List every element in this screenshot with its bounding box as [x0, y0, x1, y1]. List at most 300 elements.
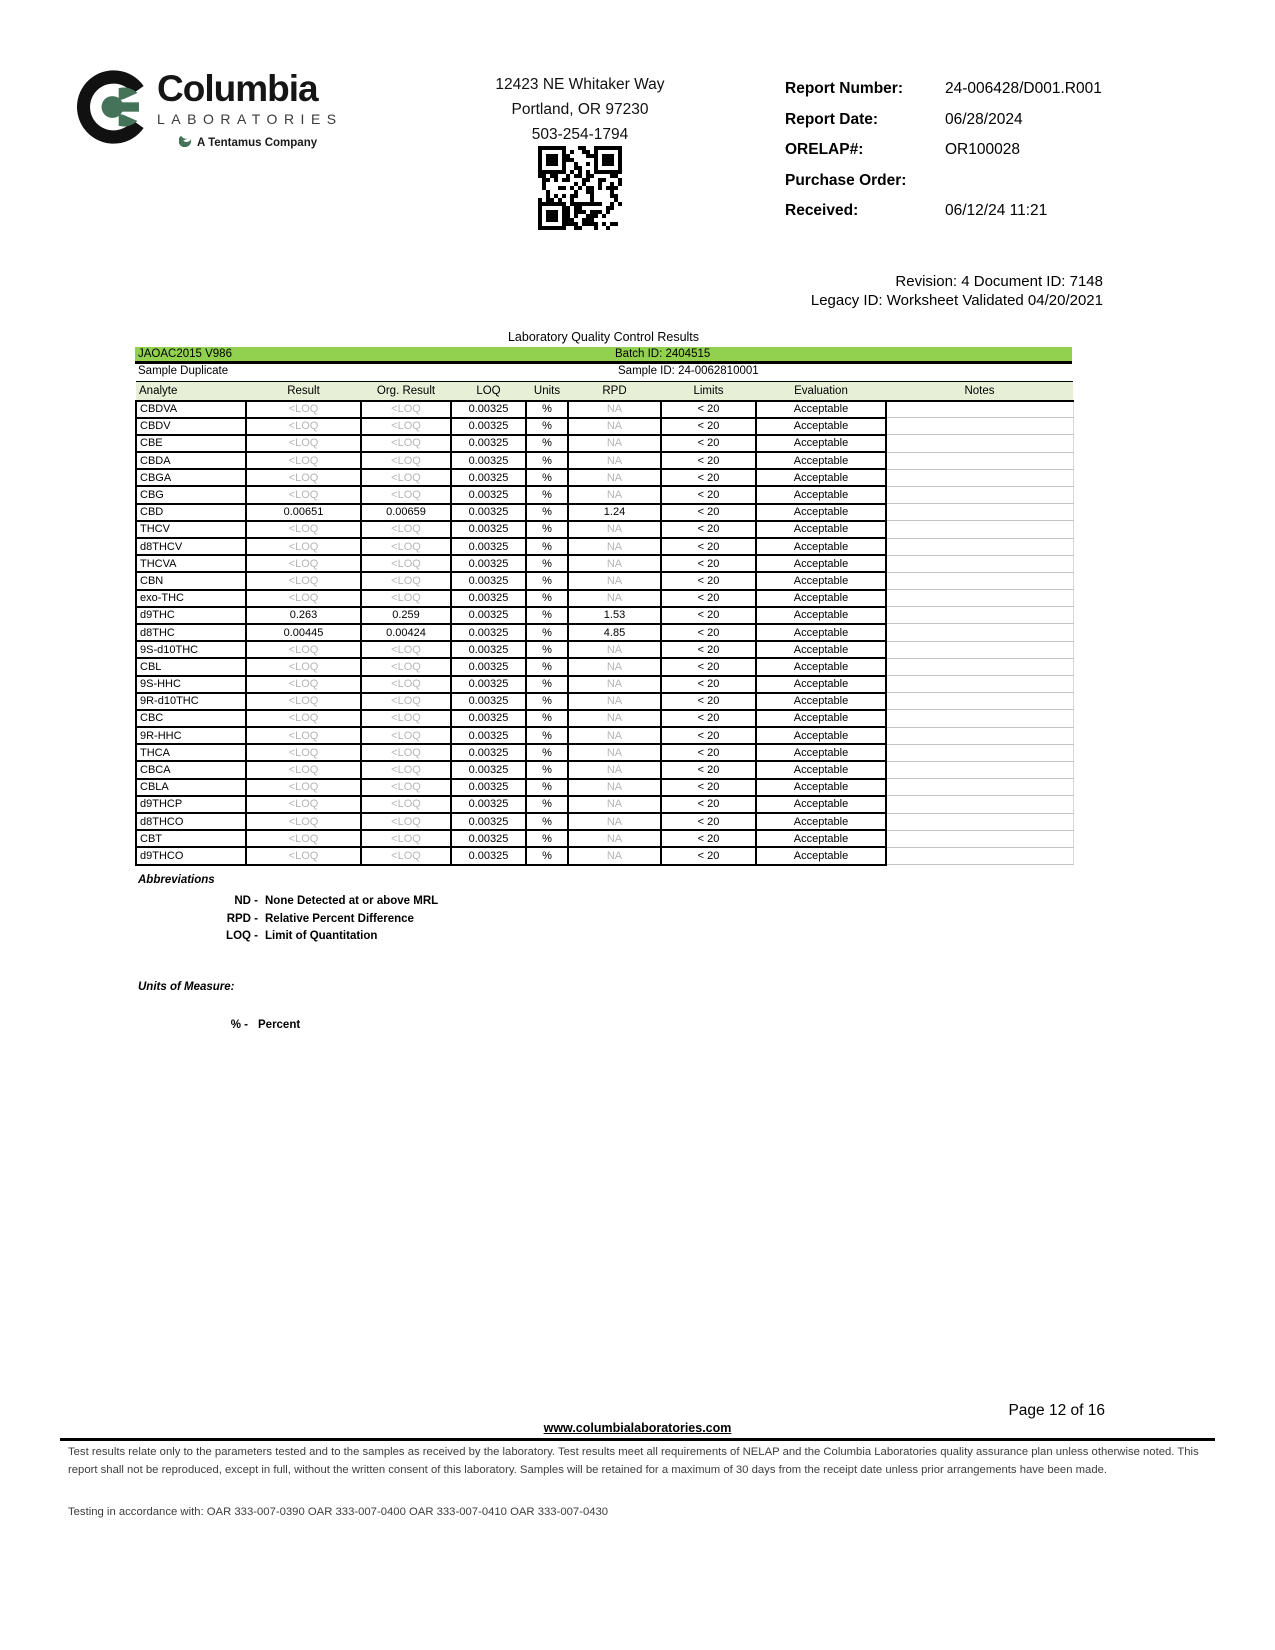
- qc-cell-eval: Acceptable: [756, 796, 886, 813]
- qc-cell-org: <LOQ: [361, 418, 451, 435]
- report-field: [785, 135, 1205, 166]
- qc-table-row: [136, 641, 1073, 658]
- revision-block: [811, 272, 1103, 310]
- qc-cell-result: <LOQ: [246, 521, 361, 538]
- qc-cell-loq: 0.00325: [451, 813, 526, 830]
- qc-cell-units: %: [526, 504, 568, 521]
- qc-cell-result: <LOQ: [246, 435, 361, 452]
- legacy-id-line: Legacy ID: Worksheet Validated 04/20/2021: [810, 292, 1103, 309]
- logo-wordmark: Columbia: [157, 68, 318, 109]
- qc-cell-analyte: CBDVA: [136, 401, 246, 418]
- qc-col-header: Notes: [886, 382, 1073, 401]
- qc-cell-rpd: 4.85: [568, 624, 661, 641]
- qc-cell-limits: < 20: [661, 658, 756, 675]
- qc-table-row: [136, 624, 1073, 641]
- address-line: 503-254-1794: [531, 126, 629, 143]
- qc-cell-analyte: d9THC: [136, 607, 246, 624]
- qc-cell-rpd: NA: [568, 452, 661, 469]
- qc-cell-units: %: [526, 486, 568, 503]
- abbreviation-key: RPD -: [226, 912, 258, 925]
- footer-testing-line: Testing in accordance with: OAR 333-007-0390 OAR 333-007-0400 OAR 333-007-0410 OAR 333-007-0430: [68, 1506, 609, 1518]
- qc-cell-notes: [886, 727, 1073, 744]
- report-field-value: 06/28/2024: [945, 110, 1023, 128]
- qc-cell-loq: 0.00325: [451, 469, 526, 486]
- qc-cell-analyte: 9R-HHC: [136, 727, 246, 744]
- sample-bar: [135, 364, 1072, 381]
- qc-cell-rpd: NA: [568, 744, 661, 761]
- qc-cell-loq: 0.00325: [451, 401, 526, 418]
- qc-cell-rpd: NA: [568, 830, 661, 847]
- qc-cell-eval: Acceptable: [756, 744, 886, 761]
- qc-cell-rpd: NA: [568, 418, 661, 435]
- abbreviation-definition: Limit of Quantitation: [265, 930, 378, 942]
- qc-cell-rpd: 1.53: [568, 607, 661, 624]
- report-fields: [785, 74, 1205, 227]
- qc-cell-loq: 0.00325: [451, 486, 526, 503]
- qc-table-row: [136, 830, 1073, 847]
- qc-cell-rpd: NA: [568, 521, 661, 538]
- qc-cell-result: <LOQ: [246, 796, 361, 813]
- qc-cell-analyte: CBD: [136, 504, 246, 521]
- qc-cell-analyte: THCV: [136, 521, 246, 538]
- qc-cell-notes: [886, 504, 1073, 521]
- qc-cell-limits: < 20: [661, 847, 756, 864]
- qc-cell-result: <LOQ: [246, 761, 361, 778]
- qc-cell-eval: Acceptable: [756, 830, 886, 847]
- qc-cell-limits: < 20: [661, 607, 756, 624]
- qc-cell-notes: [886, 555, 1073, 572]
- report-field-label: ORELAP#:: [785, 141, 864, 158]
- qr-code: [538, 146, 622, 230]
- qc-cell-eval: Acceptable: [756, 504, 886, 521]
- batch-bar: [135, 347, 1072, 364]
- qc-cell-loq: 0.00325: [451, 641, 526, 658]
- report-field-label: Report Date:: [785, 110, 879, 128]
- qc-table-title: Laboratory Quality Control Results: [507, 330, 700, 344]
- qc-cell-units: %: [526, 693, 568, 710]
- qc-header-row: [136, 382, 1073, 401]
- qc-cell-result: <LOQ: [246, 538, 361, 555]
- qc-cell-notes: [886, 401, 1073, 418]
- qc-cell-eval: Acceptable: [756, 710, 886, 727]
- address-line: 12423 NE Whitaker Way: [495, 76, 665, 93]
- address-line: Portland, OR 97230: [511, 101, 649, 118]
- unit-item: [138, 1019, 300, 1031]
- qc-cell-units: %: [526, 624, 568, 641]
- qc-cell-limits: < 20: [661, 676, 756, 693]
- qc-table-row: [136, 572, 1073, 589]
- batch-id: Batch ID: 2404515: [615, 348, 711, 360]
- qc-cell-notes: [886, 761, 1073, 778]
- qc-cell-limits: < 20: [661, 572, 756, 589]
- qc-cell-analyte: exo-THC: [136, 590, 246, 607]
- qc-cell-eval: Acceptable: [756, 779, 886, 796]
- qc-table-row: [136, 555, 1073, 572]
- qc-cell-eval: Acceptable: [756, 555, 886, 572]
- qc-cell-notes: [886, 469, 1073, 486]
- qc-cell-rpd: NA: [568, 469, 661, 486]
- qc-cell-result: 0.00445: [246, 624, 361, 641]
- qc-cell-units: %: [526, 572, 568, 589]
- qc-cell-rpd: NA: [568, 641, 661, 658]
- qc-cell-loq: 0.00325: [451, 710, 526, 727]
- abbreviations-title: Abbreviations: [138, 874, 215, 886]
- qc-cell-units: %: [526, 401, 568, 418]
- qc-cell-loq: 0.00325: [451, 744, 526, 761]
- qc-cell-notes: [886, 452, 1073, 469]
- qc-cell-result: <LOQ: [246, 710, 361, 727]
- qc-cell-result: 0.263: [246, 607, 361, 624]
- qc-cell-result: <LOQ: [246, 418, 361, 435]
- qc-cell-limits: < 20: [661, 452, 756, 469]
- qc-col-header: RPD: [568, 382, 661, 401]
- qc-cell-limits: < 20: [661, 727, 756, 744]
- abbreviations-section: [138, 874, 438, 946]
- qc-cell-eval: Acceptable: [756, 727, 886, 744]
- qc-cell-org: <LOQ: [361, 693, 451, 710]
- abbreviation-definition: Relative Percent Difference: [265, 912, 414, 925]
- qc-cell-limits: < 20: [661, 710, 756, 727]
- qc-cell-notes: [886, 590, 1073, 607]
- qc-cell-units: %: [526, 710, 568, 727]
- qc-cell-analyte: CBL: [136, 658, 246, 675]
- qc-col-header: Analyte: [136, 382, 246, 401]
- qc-cell-eval: Acceptable: [756, 469, 886, 486]
- qc-table-row: [136, 435, 1073, 452]
- qc-cell-eval: Acceptable: [756, 658, 886, 675]
- qc-cell-rpd: NA: [568, 761, 661, 778]
- qc-cell-analyte: CBC: [136, 710, 246, 727]
- qc-cell-limits: < 20: [661, 418, 756, 435]
- qc-cell-notes: [886, 830, 1073, 847]
- qc-cell-rpd: NA: [568, 486, 661, 503]
- qc-cell-org: <LOQ: [361, 744, 451, 761]
- qc-cell-rpd: NA: [568, 538, 661, 555]
- lab-address: [440, 72, 720, 147]
- page-number: Page 12 of 16: [1008, 1402, 1105, 1419]
- qc-cell-result: <LOQ: [246, 469, 361, 486]
- footer-divider: [60, 1438, 1215, 1441]
- qc-cell-units: %: [526, 796, 568, 813]
- qc-cell-result: <LOQ: [246, 572, 361, 589]
- qc-cell-units: %: [526, 761, 568, 778]
- qc-cell-notes: [886, 624, 1073, 641]
- qc-cell-org: 0.259: [361, 607, 451, 624]
- qc-cell-eval: Acceptable: [756, 452, 886, 469]
- qc-col-header: Limits: [661, 382, 756, 401]
- qc-cell-notes: [886, 418, 1073, 435]
- qc-cell-loq: 0.00325: [451, 779, 526, 796]
- tentamus-icon: [179, 133, 193, 152]
- qc-cell-analyte: 9S-HHC: [136, 676, 246, 693]
- qc-cell-units: %: [526, 555, 568, 572]
- qc-cell-limits: < 20: [661, 401, 756, 418]
- qc-cell-units: %: [526, 607, 568, 624]
- qc-table-row: [136, 590, 1073, 607]
- qc-cell-loq: 0.00325: [451, 435, 526, 452]
- abbreviation-item: [138, 893, 438, 911]
- qc-cell-org: <LOQ: [361, 435, 451, 452]
- qc-cell-eval: Acceptable: [756, 813, 886, 830]
- qc-cell-units: %: [526, 590, 568, 607]
- qc-cell-notes: [886, 779, 1073, 796]
- qc-cell-org: <LOQ: [361, 469, 451, 486]
- qc-cell-notes: [886, 796, 1073, 813]
- qc-cell-result: <LOQ: [246, 813, 361, 830]
- qc-cell-result: <LOQ: [246, 693, 361, 710]
- qc-table-row: [136, 813, 1073, 830]
- qc-cell-loq: 0.00325: [451, 538, 526, 555]
- qc-cell-analyte: d9THCP: [136, 796, 246, 813]
- qc-cell-units: %: [526, 418, 568, 435]
- qc-cell-limits: < 20: [661, 486, 756, 503]
- qc-cell-org: <LOQ: [361, 847, 451, 864]
- abbreviation-key: LOQ -: [226, 930, 258, 942]
- qc-cell-units: %: [526, 727, 568, 744]
- qc-cell-eval: Acceptable: [756, 693, 886, 710]
- qc-cell-result: <LOQ: [246, 452, 361, 469]
- qc-col-header: Evaluation: [756, 382, 886, 401]
- qc-cell-analyte: d8THCV: [136, 538, 246, 555]
- qc-cell-limits: < 20: [661, 761, 756, 778]
- columbia-logo-icon: [75, 66, 153, 148]
- qc-cell-limits: < 20: [661, 779, 756, 796]
- qc-cell-notes: [886, 676, 1073, 693]
- qc-cell-units: %: [526, 435, 568, 452]
- qc-cell-rpd: NA: [568, 590, 661, 607]
- qc-cell-analyte: CBCA: [136, 761, 246, 778]
- qc-cell-result: <LOQ: [246, 486, 361, 503]
- qc-cell-units: %: [526, 744, 568, 761]
- qc-cell-loq: 0.00325: [451, 761, 526, 778]
- qc-cell-loq: 0.00325: [451, 521, 526, 538]
- qc-cell-org: 0.00424: [361, 624, 451, 641]
- qc-cell-result: <LOQ: [246, 727, 361, 744]
- qc-col-header: Result: [246, 382, 361, 401]
- qc-cell-rpd: NA: [568, 435, 661, 452]
- report-field: [785, 196, 1205, 227]
- qc-cell-analyte: CBG: [136, 486, 246, 503]
- qc-cell-eval: Acceptable: [756, 641, 886, 658]
- qc-cell-notes: [886, 847, 1073, 864]
- qc-cell-analyte: CBT: [136, 830, 246, 847]
- qc-cell-org: <LOQ: [361, 452, 451, 469]
- qc-cell-notes: [886, 607, 1073, 624]
- report-field-label: Received:: [785, 202, 859, 219]
- qc-cell-eval: Acceptable: [756, 538, 886, 555]
- qc-table-row: [136, 847, 1073, 864]
- qc-cell-loq: 0.00325: [451, 676, 526, 693]
- qc-cell-units: %: [526, 452, 568, 469]
- qc-cell-loq: 0.00325: [451, 572, 526, 589]
- logo-subtitle: LABORATORIES: [157, 111, 343, 127]
- qc-table-row: [136, 452, 1073, 469]
- qc-table-row: [136, 779, 1073, 796]
- qc-cell-notes: [886, 435, 1073, 452]
- abbreviation-item: [138, 928, 438, 946]
- qc-cell-eval: Acceptable: [756, 624, 886, 641]
- qc-cell-limits: < 20: [661, 641, 756, 658]
- qc-table-row: [136, 469, 1073, 486]
- qc-cell-org: <LOQ: [361, 710, 451, 727]
- qc-cell-eval: Acceptable: [756, 847, 886, 864]
- qc-table-row: [136, 727, 1073, 744]
- qc-cell-loq: 0.00325: [451, 624, 526, 641]
- qc-cell-eval: Acceptable: [756, 435, 886, 452]
- qc-cell-result: 0.00651: [246, 504, 361, 521]
- qc-table-row: [136, 658, 1073, 675]
- qc-cell-analyte: THCA: [136, 744, 246, 761]
- abbreviation-item: [138, 911, 438, 929]
- qc-cell-rpd: NA: [568, 693, 661, 710]
- qc-cell-notes: [886, 572, 1073, 589]
- qc-cell-loq: 0.00325: [451, 607, 526, 624]
- qc-cell-notes: [886, 658, 1073, 675]
- qc-cell-limits: < 20: [661, 538, 756, 555]
- report-field-value: OR100028: [945, 141, 1020, 158]
- qc-results-section: [135, 327, 1072, 866]
- qc-table-row: [136, 538, 1073, 555]
- qc-cell-org: <LOQ: [361, 521, 451, 538]
- qc-cell-rpd: NA: [568, 847, 661, 864]
- qc-cell-analyte: 9S-d10THC: [136, 641, 246, 658]
- qc-cell-rpd: NA: [568, 676, 661, 693]
- qc-cell-org: <LOQ: [361, 813, 451, 830]
- qc-table-row: [136, 710, 1073, 727]
- qc-cell-notes: [886, 521, 1073, 538]
- qc-results-table: [135, 381, 1074, 866]
- qc-cell-org: <LOQ: [361, 590, 451, 607]
- qc-cell-org: <LOQ: [361, 676, 451, 693]
- sample-type: Sample Duplicate: [138, 365, 229, 377]
- qc-cell-loq: 0.00325: [451, 452, 526, 469]
- qc-cell-result: <LOQ: [246, 401, 361, 418]
- qc-cell-org: <LOQ: [361, 641, 451, 658]
- qc-cell-analyte: CBGA: [136, 469, 246, 486]
- abbreviation-definition: None Detected at or above MRL: [265, 895, 439, 907]
- qc-cell-units: %: [526, 847, 568, 864]
- qc-cell-org: <LOQ: [361, 572, 451, 589]
- qc-cell-loq: 0.00325: [451, 830, 526, 847]
- qc-cell-loq: 0.00325: [451, 727, 526, 744]
- qc-cell-rpd: NA: [568, 572, 661, 589]
- qc-cell-rpd: NA: [568, 727, 661, 744]
- qc-cell-rpd: NA: [568, 710, 661, 727]
- qc-cell-limits: < 20: [661, 469, 756, 486]
- qc-cell-units: %: [526, 813, 568, 830]
- qc-cell-loq: 0.00325: [451, 555, 526, 572]
- footer-disclaimer: Test results relate only to the parameters tested and to the samples as received by the laboratory. Test results meet all requirements of NELAP and the Columbia Laboratories quality assurance plan unless otherwise noted. This report shall not be reproduced, except in full, without the written consent of this laboratory. Samples will be retained for a maximum of 30 days from the receipt date unless prior arrangements have been made.: [68, 1446, 1199, 1476]
- qc-cell-analyte: THCVA: [136, 555, 246, 572]
- report-field-label: Purchase Order:: [785, 171, 907, 189]
- report-field-value: 24-006428/D001.R001: [945, 80, 1102, 97]
- qc-cell-result: <LOQ: [246, 590, 361, 607]
- qc-cell-result: <LOQ: [246, 779, 361, 796]
- qc-cell-limits: < 20: [661, 435, 756, 452]
- qc-cell-analyte: d8THCO: [136, 813, 246, 830]
- qc-cell-rpd: NA: [568, 796, 661, 813]
- qc-cell-limits: < 20: [661, 624, 756, 641]
- qc-table-row: [136, 796, 1073, 813]
- columbia-logo: [75, 66, 355, 152]
- qc-cell-limits: < 20: [661, 796, 756, 813]
- qc-table-row: [136, 761, 1073, 778]
- qc-cell-rpd: 1.24: [568, 504, 661, 521]
- qc-cell-result: <LOQ: [246, 555, 361, 572]
- qc-cell-analyte: 9R-d10THC: [136, 693, 246, 710]
- qc-cell-limits: < 20: [661, 521, 756, 538]
- qc-cell-result: <LOQ: [246, 830, 361, 847]
- qc-table-row: [136, 504, 1073, 521]
- qc-cell-limits: < 20: [661, 830, 756, 847]
- qc-table-row: [136, 418, 1073, 435]
- qc-cell-rpd: NA: [568, 658, 661, 675]
- qc-cell-eval: Acceptable: [756, 521, 886, 538]
- qc-cell-org: 0.00659: [361, 504, 451, 521]
- qc-col-header: Units: [526, 382, 568, 401]
- qc-cell-units: %: [526, 538, 568, 555]
- qc-cell-loq: 0.00325: [451, 796, 526, 813]
- qc-cell-analyte: CBE: [136, 435, 246, 452]
- qc-cell-eval: Acceptable: [756, 676, 886, 693]
- qc-cell-org: <LOQ: [361, 830, 451, 847]
- qc-cell-notes: [886, 486, 1073, 503]
- abbreviation-key: ND -: [234, 895, 258, 907]
- unit-definition: Percent: [258, 1019, 301, 1031]
- qc-cell-org: <LOQ: [361, 538, 451, 555]
- qc-cell-limits: < 20: [661, 693, 756, 710]
- revision-line: Revision: 4 Document ID: 7148: [895, 273, 1103, 290]
- qc-cell-result: <LOQ: [246, 847, 361, 864]
- qc-cell-analyte: CBDA: [136, 452, 246, 469]
- qc-cell-org: <LOQ: [361, 727, 451, 744]
- logo-tagline: A Tentamus Company: [197, 136, 318, 149]
- qc-cell-org: <LOQ: [361, 555, 451, 572]
- qc-cell-analyte: d9THCO: [136, 847, 246, 864]
- qc-cell-result: <LOQ: [246, 744, 361, 761]
- qc-cell-units: %: [526, 779, 568, 796]
- qc-cell-org: <LOQ: [361, 796, 451, 813]
- report-field-value: 06/12/24 11:21: [945, 202, 1048, 219]
- qc-cell-loq: 0.00325: [451, 847, 526, 864]
- qc-cell-org: <LOQ: [361, 779, 451, 796]
- qc-cell-notes: [886, 744, 1073, 761]
- qc-col-header: Org. Result: [361, 382, 451, 401]
- qc-cell-result: <LOQ: [246, 676, 361, 693]
- qc-cell-notes: [886, 641, 1073, 658]
- qc-cell-eval: Acceptable: [756, 401, 886, 418]
- units-title: Units of Measure:: [138, 981, 235, 993]
- qc-cell-loq: 0.00325: [451, 504, 526, 521]
- qc-cell-rpd: NA: [568, 401, 661, 418]
- qc-table-row: [136, 676, 1073, 693]
- qc-cell-eval: Acceptable: [756, 761, 886, 778]
- qc-cell-limits: < 20: [661, 813, 756, 830]
- qc-cell-eval: Acceptable: [756, 572, 886, 589]
- qc-cell-rpd: NA: [568, 813, 661, 830]
- qc-cell-org: <LOQ: [361, 761, 451, 778]
- sample-id: Sample ID: 24-0062810001: [618, 365, 759, 377]
- qc-cell-org: <LOQ: [361, 401, 451, 418]
- qc-cell-org: <LOQ: [361, 658, 451, 675]
- qc-table-row: [136, 401, 1073, 418]
- qc-cell-limits: < 20: [661, 590, 756, 607]
- qc-table-row: [136, 486, 1073, 503]
- qc-cell-result: <LOQ: [246, 641, 361, 658]
- qc-table-row: [136, 744, 1073, 761]
- qc-cell-org: <LOQ: [361, 486, 451, 503]
- qc-cell-result: <LOQ: [246, 658, 361, 675]
